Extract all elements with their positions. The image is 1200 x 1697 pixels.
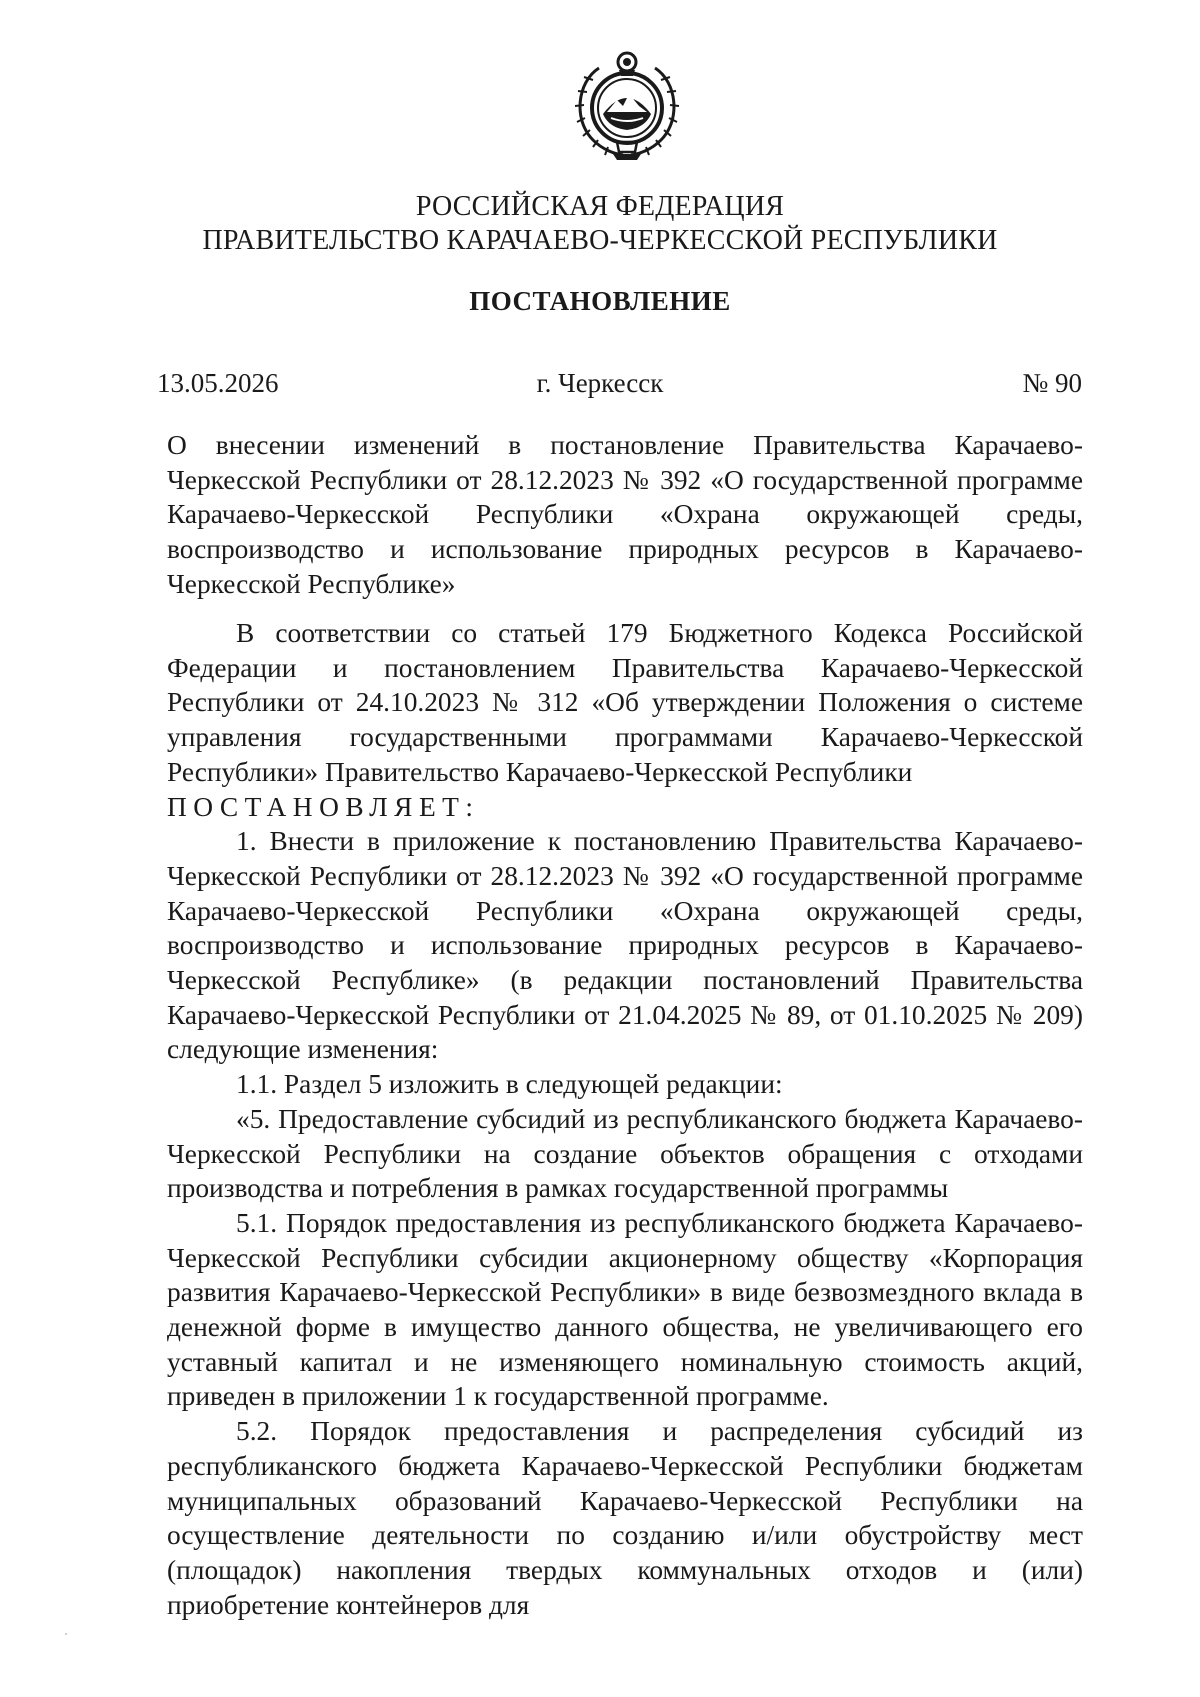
paragraph-5-2: 5.2. Порядок предоставления и распределения субсидий из республиканского бюджета Карачаево-Черкесской Республики бюджетам муниципальных образований Карачаево-Черкесской Республики на осуществление деятельности по созданию и/или обустройству мест (площадок) накопления твердых коммунальных отходов и (или) приобретение контейнеров для (167, 1416, 1083, 1620)
document-body (167, 616, 1083, 1622)
document-subject (167, 428, 1083, 602)
document-date: 13.05.2026 (157, 368, 279, 398)
paragraph-5-1: 5.1. Порядок предоставления из республиканского бюджета Карачаево-Черкесской Республики субсидии акционерному обществу «Корпорация развития Карачаево-Черкесской Республики» в виде безвозмездного вклада в денежной форме в имущество данного общества, не увеличивающего его уставный капитал и не изменяющего номинальную стоимость акций, приведен в приложении 1 к государственной программе. (167, 1207, 1083, 1412)
document-type-title: ПОСТАНОВЛЕНИЕ (469, 286, 731, 316)
subject-text: О внесении изменений в постановление Правительства Карачаево-Черкесской Республики от 28.12.2023 № 392 «О государственной программе Карачаево-Черкесской Республики «Охрана окружающей среды, воспроизводство и использование природных ресурсов в Карачаево-Черкесской Республике» (167, 430, 1083, 599)
header-country: РОССИЙСКАЯ ФЕДЕРАЦИЯ (415, 191, 785, 222)
coat-of-arms-emblem (563, 42, 691, 170)
paragraph-1-1: 1.1. Раздел 5 изложить в следующей редакции: (236, 1069, 783, 1100)
paragraph-section-5: «5. Предоставление субсидий из республиканского бюджета Карачаево-Черкесской Республики на создание объектов обращения с отходами производства и потребления в рамках государственной программы (167, 1103, 1083, 1204)
paragraph-1: 1. Внести в приложение к постановлению Правительства Карачаево-Черкесской Республики от 28.12.2023 № 392 «О государственной программе Карачаево-Черкесской Республики «Охрана окружающей среды, воспроизводство и использование природных ресурсов в Карачаево-Черкесской Республике» (в редакции постановлений Правительства Карачаево-Черкесской Республики от 21.04.2025 № 89, от 01.10.2025 № 209) следующие изменения: (167, 826, 1083, 1065)
resolves-heading: ПОСТАНОВЛЯЕТ: (167, 791, 480, 822)
document-city: г. Черкесск (536, 368, 664, 398)
header-government: ПРАВИТЕЛЬСТВО КАРАЧАЕВО-ЧЕРКЕССКОЙ РЕСПУБЛИКИ (202, 225, 998, 256)
document-number: № 90 (1022, 368, 1082, 398)
preamble-paragraph: В соответствии со статьей 179 Бюджетного Кодекса Российской Федерации и постановлением Правительства Карачаево-Черкесской Республики от 24.10.2023 № 312 «Об утверждении Положения о системе управления государственными программами Карачаево-Черкесской Республики» Правительство Карачаево-Черкесской Республики (167, 618, 1083, 787)
scan-mark (65, 1633, 67, 1635)
